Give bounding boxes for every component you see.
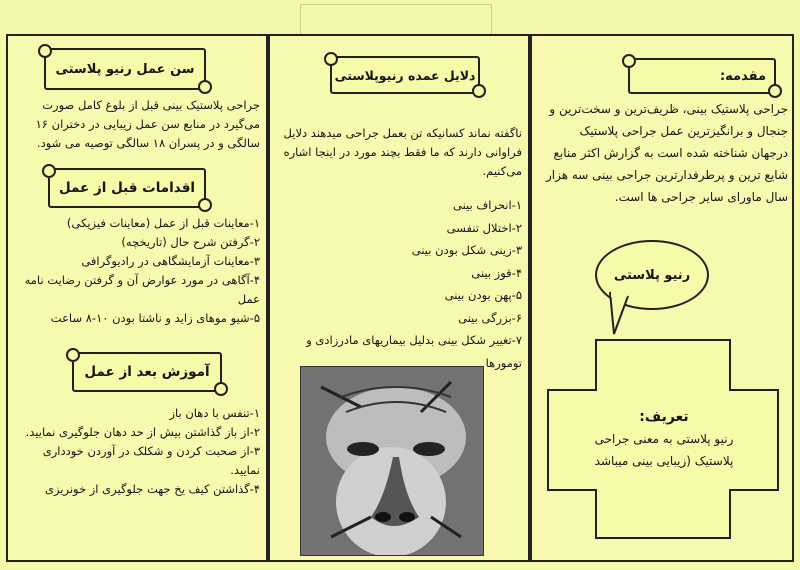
text-line: جراحی پلاستیک بینی قبل از بلوغ کامل صورت (42, 98, 260, 112)
text-line: شایع ترین و پرطرفدارترین جراحی بینی سه هزار (545, 168, 788, 182)
list-item: ۳-از صحبت کردن و شکلک در آوردن خودداری (42, 444, 260, 458)
list-item: ۶-بزرگی بینی (458, 310, 522, 325)
definition-title: تعریف: (639, 409, 689, 425)
text-line: سالگی و در پسران ۱۸ سالگی توصیه می شود. (36, 136, 260, 150)
list-item: ۴-گذاشتن کیف یخ جهت جلوگیری از خونریزی (44, 482, 260, 496)
list-item: ۲-اختلال تنفسی (446, 220, 522, 235)
text-line: پلاستیک (زیبایی بینی میباشد (594, 454, 734, 468)
bubble-text: رنیو پلاستی (613, 267, 691, 283)
before-title: اقدامات قبل از عمل (58, 180, 196, 196)
text-line: می‌گیرد در منابع سن عمل زیبایی در دختران ۱۶ (35, 117, 260, 131)
text-line: جراحی پلاستیک بینی، ظریف‌ترین و سخت‌ترین و (549, 102, 788, 116)
list-item: ۴-قوز بینی (471, 265, 522, 280)
list-item: نمایید. (230, 463, 260, 477)
list-item: ۱-معاینات قبل از عمل (معاینات فیزیکی) (66, 216, 260, 230)
nose-photo (300, 366, 484, 556)
age-title: سن عمل رنیو پلاستی (55, 61, 195, 77)
after-title: آموزش بعد از عمل (84, 364, 210, 380)
list-item: ۵-شیو موهای زاید و ناشتا بودن ۱۰-۸ ساعت (50, 311, 260, 325)
before-list (14, 214, 260, 328)
text-line: رنیو پلاستی به معنی جراحی (594, 432, 734, 446)
text-line: فراوانی دارند که ما فقط بچند مورد در اینجا اشاره (283, 145, 522, 159)
text-line: درجهان شناخته شده است به گزارش اکثر منابع (553, 146, 788, 160)
reasons-paragraph (276, 124, 522, 181)
list-item: ۳-معاینات آزمایشگاهی در رادیوگرافی (81, 254, 260, 268)
reasons-list (276, 194, 522, 374)
reasons-title-banner (330, 56, 480, 94)
bubble-tail (600, 290, 640, 340)
list-item: ۲-از باز گذاشتن بیش از حد دهان جلوگیری نمایید. (25, 425, 260, 439)
after-title-banner (72, 352, 222, 392)
intro-paragraph (538, 98, 788, 208)
list-item: ۵-پهن بودن بینی (444, 288, 522, 302)
age-paragraph (14, 96, 260, 153)
text-line: جنجال و برانگیزترین عمل جراحی پلاستیک (579, 124, 788, 138)
list-item: ۴-آگاهی در مورد عوارض آن و گرفتن رضایت نامه (24, 273, 260, 287)
before-title-banner (48, 168, 206, 208)
reasons-title: دلایل عمده رنیوپلاستی (334, 67, 476, 83)
list-item: ۳-زینی شکل بودن بینی (411, 243, 522, 257)
text-line: ناگفته نماند کسانیکه تن بعمل جراحی میدهند دلایل (283, 126, 522, 140)
list-item: تومورها (485, 355, 522, 370)
list-item: عمل (237, 292, 260, 306)
list-item: ۱-تنفس با دهان باز (169, 406, 260, 420)
text-line: سال ماورای سایر جراحی ها است. (614, 190, 788, 204)
list-item: ۷-تغییر شکل بینی بدلیل بیماریهای مادرزادی و (306, 333, 522, 347)
intro-title-banner (628, 58, 776, 94)
definition-block (560, 406, 768, 472)
list-item: ۲-گرفتن شرح حال (تاریخچه) (121, 235, 260, 249)
age-title-banner (44, 48, 206, 90)
text-line: می‌کنیم. (482, 164, 522, 178)
after-list (14, 404, 260, 499)
list-item: ۱-انحراف بینی (453, 198, 522, 212)
intro-title: مقدمه: (719, 68, 766, 84)
